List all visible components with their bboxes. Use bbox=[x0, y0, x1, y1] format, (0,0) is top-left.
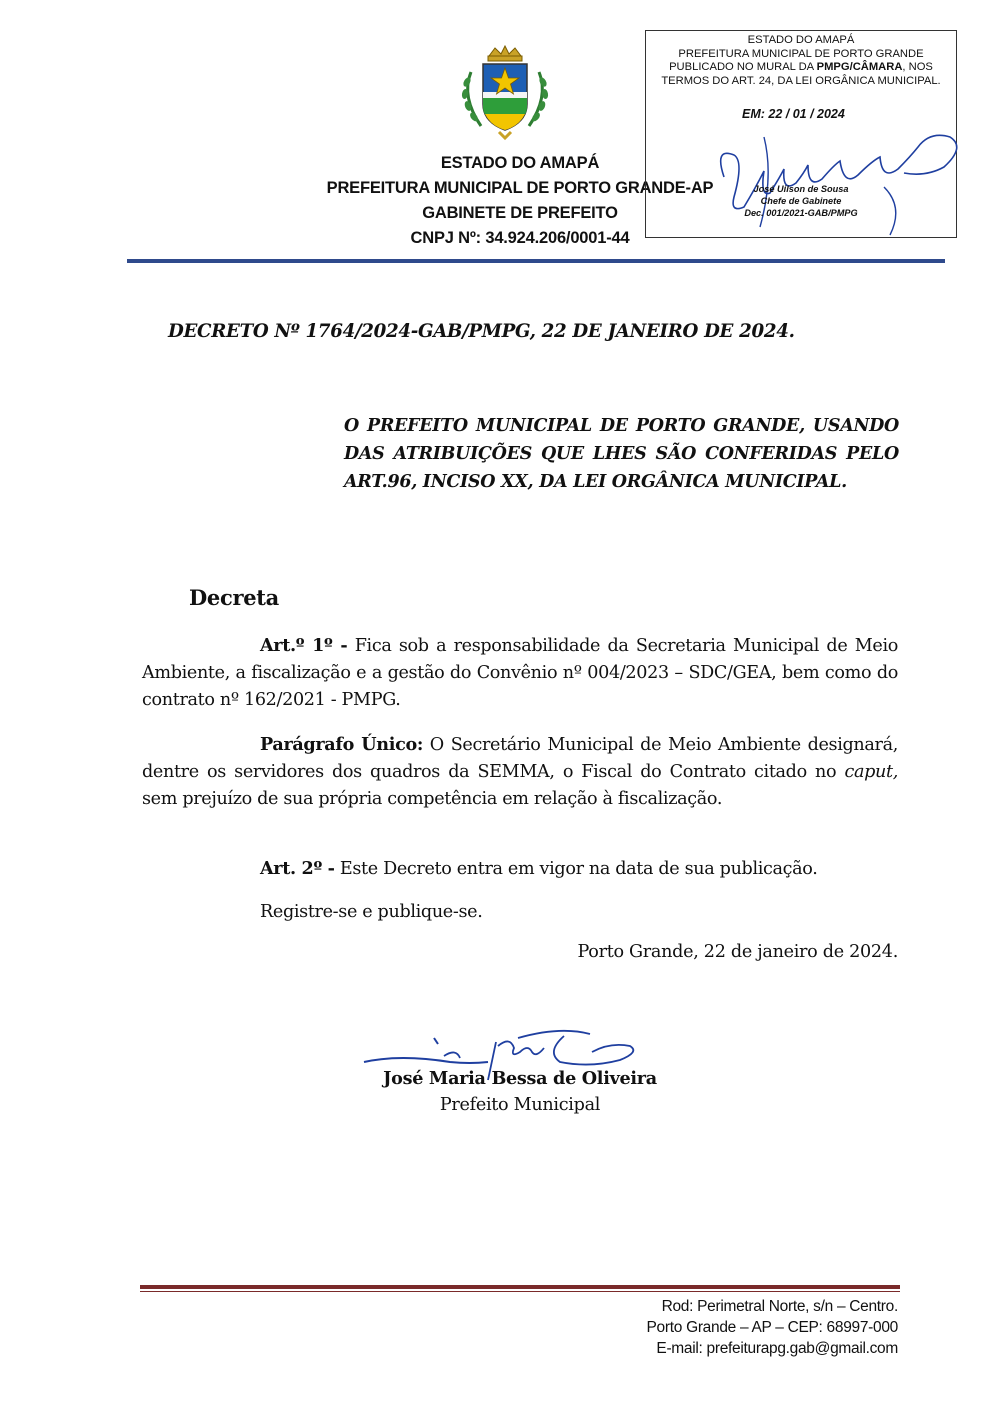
stamp-signer bbox=[726, 183, 876, 219]
place-date: Porto Grande, 22 de janeiro de 2024. bbox=[577, 942, 898, 962]
caput-term: caput, bbox=[844, 762, 898, 782]
register-publish: Registre-se e publique-se. bbox=[260, 902, 483, 922]
header-prefecture: PREFEITURA MUNICIPAL DE PORTO GRANDE-AP bbox=[326, 179, 714, 197]
decree-title: DECRETO Nº 1764/2024-GAB/PMPG, 22 DE JANEIRO DE 2024. bbox=[168, 321, 795, 342]
article-1 bbox=[142, 632, 898, 714]
coat-of-arms-logo bbox=[455, 42, 555, 142]
stamp-line-terms: TERMOS DO ART. 24, DA LEI ORGÂNICA MUNICIPAL. bbox=[661, 74, 941, 87]
article-2 bbox=[142, 855, 898, 883]
stamp-line-state: ESTADO DO AMAPÁ bbox=[747, 34, 855, 46]
header-state: ESTADO DO AMAPÁ bbox=[440, 154, 600, 172]
paragraph-unique: Parágrafo Único: O Secretário Municipal de Meio Ambiente designará, dentre os servidores dos quadros da SEMMA, o Fiscal do Contrato citado no caput, sem prejuízo de sua própria competência em relação à fiscalização. bbox=[142, 734, 898, 809]
header-office: GABINETE DE PREFEITO bbox=[422, 204, 618, 222]
footer-rule bbox=[140, 1285, 900, 1289]
article-1-text: Fica sob a responsabilidade da Secretaria Municipal de Meio Ambiente, a fiscalização e a gestão do Convênio nº 004/2023 – SDC/GEA, bem como do contrato nº 162/2021 - PMPG. bbox=[142, 636, 898, 710]
footer-city: Porto Grande – AP – CEP: 68997-000 bbox=[646, 1319, 898, 1336]
article-2-text: Este Decreto entra em vigor na data de sua publicação. bbox=[334, 859, 818, 879]
decree-preamble: O PREFEITO MUNICIPAL DE PORTO GRANDE, USANDO DAS ATRIBUIÇÕES QUE LHES SÃO CONFERIDAS PELO ART.96, INCISO XX, DA LEI ORGÂNICA MUNICIPAL. bbox=[344, 416, 899, 492]
mayor-role: Prefeito Municipal bbox=[439, 1095, 601, 1115]
paragraph-label: Parágrafo Único: bbox=[260, 734, 423, 755]
footer-rule-thin bbox=[140, 1291, 900, 1292]
stamp-signature bbox=[704, 117, 966, 237]
stamp-line-prefecture: PREFEITURA MUNICIPAL DE PORTO GRANDE bbox=[678, 47, 924, 60]
footer-email: E-mail: prefeiturapg.gab@gmail.com bbox=[656, 1340, 898, 1357]
footer-street: Rod: Perimetral Norte, s/n – Centro. bbox=[661, 1298, 898, 1315]
stamp-signer-decree: Dec. 001/2021-GAB/PMPG bbox=[744, 208, 858, 218]
stamp-signer-role: Chefe de Gabinete bbox=[760, 196, 842, 206]
stamp-line-published: PUBLICADO NO MURAL DA PMPG/CÂMARA, NOS bbox=[669, 61, 933, 73]
article-1-label: Art.º 1º - bbox=[260, 635, 348, 656]
stamp-date: EM: 22 / 01 / 2024 bbox=[742, 107, 845, 121]
publication-stamp bbox=[645, 30, 957, 238]
stamp-signer-name: José Uilson de Sousa bbox=[753, 184, 849, 194]
mayor-name: José Maria Bessa de Oliveira bbox=[383, 1068, 657, 1089]
footer-address bbox=[647, 1296, 898, 1359]
decreta-heading: Decreta bbox=[189, 585, 279, 610]
header-cnpj: CNPJ Nº: 34.924.206/0001-44 bbox=[410, 229, 630, 247]
header-rule bbox=[127, 259, 945, 263]
article-2-label: Art. 2º - bbox=[260, 858, 335, 879]
